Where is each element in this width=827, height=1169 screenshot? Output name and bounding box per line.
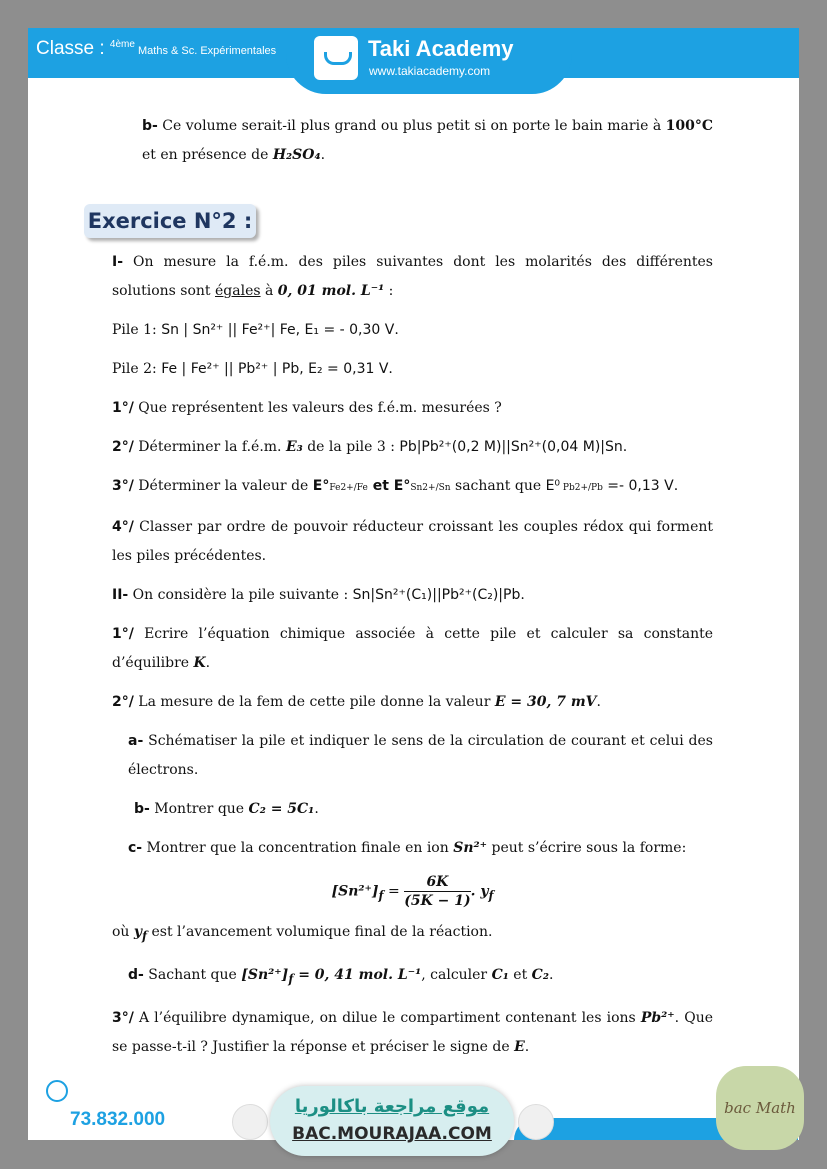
brand-name: Taki Academy <box>368 36 514 61</box>
brand-badge-right-icon <box>518 1104 554 1140</box>
part1-q3: 3°/ Déterminer la valeur de E°Fe2+/Fe et E°Sn2+/Sn sachant que E⁰ Pb2+/Pb =- 0,13 V. <box>112 478 679 494</box>
brand-logo <box>286 28 572 94</box>
part2-intro: II- On considère la pile suivante : Sn|Sn²⁺(C₁)||Pb²⁺(C₂)|Pb. <box>112 587 525 603</box>
part2-q2: 2°/ La mesure de la fem de cette pile donne la valeur E = 30, 7 mV. <box>112 694 601 710</box>
part2-q2-a: a- Schématiser la pile et indiquer le sens de la circulation de courant et celui des électrons. <box>128 733 713 778</box>
bac-mourajaa-banner[interactable] <box>270 1086 514 1156</box>
title-spacer <box>112 180 713 248</box>
part2-q3: 3°/ A l’équilibre dynamique, on dilue le compartiment contenant les ions Pb²⁺. Que se passe-t-il ? Justifier la réponse et préciser le signe de E. <box>112 1009 713 1055</box>
phone-number: 73.832.000 <box>70 1109 166 1130</box>
bac-url[interactable]: BAC.MOURAJAA.COM <box>292 1124 492 1144</box>
part2-q2-b: b- Montrer que C₂ = 5C₁. <box>134 801 319 817</box>
part2-q2-d: d- Sachant que $[Sn^{2+}]_f = 0$, 41 mol. L⁻¹, calculer C₁ et C₂. <box>128 967 554 986</box>
question-intro-b: b- Ce volume serait-il plus grand ou plus petit si on porte le bain marie à 100°C et en présence de H₂SO₄. <box>142 118 713 163</box>
document-body <box>112 112 713 1072</box>
part2-q1: 1°/ Ecrire l’équation chimique associée à cette pile et calculer sa constante d’équilibre K. <box>112 626 713 671</box>
part2-yf-definition: où $y_f$ est l’avancement volumique final de la réaction. <box>112 924 493 944</box>
part2-q2-c: c- Montrer que la concentration finale en ion Sn²⁺ peut s’écrire sous la forme: <box>128 840 687 856</box>
class-label: Classe : $^{4ème}$ Maths & Sc. Expérimentales <box>36 38 277 59</box>
concentration-formula: $[Sn^{2+}]_f$ = $\frac{6K}{(5K - 1)}$ . $y_f$ <box>331 874 494 909</box>
exercise-title: Exercice N°2 : <box>84 204 256 238</box>
part1-intro: I- On mesure la f.é.m. des piles suivantes dont les molarités des différentes solutions sont égales à 0, 01 mol. L⁻¹ : <box>112 254 713 299</box>
bac-arabic-title: موقع مراجعة باكالوريا <box>294 1096 490 1117</box>
brand-badge-left-icon <box>232 1104 268 1140</box>
page <box>28 28 799 1140</box>
fraction: $\frac{6K}{(5K - 1)}$ <box>404 874 471 909</box>
pile-1: Pile 1: Sn | Sn²⁺ || Fe²⁺| Fe, E₁ = - 0,30 V. <box>112 322 399 338</box>
phone-icon <box>46 1080 68 1102</box>
part1-q1: 1°/ Que représentent les valeurs des f.é.m. mesurées ? <box>112 400 502 416</box>
pile-2: Pile 2: Fe | Fe²⁺ || Pb²⁺ | Pb, E₂ = 0,31 V. <box>112 361 393 377</box>
part1-q2: 2°/ Déterminer la f.é.m. E₃ de la pile 3 : Pb|Pb²⁺(0,2 M)||Sn²⁺(0,04 M)|Sn. <box>112 439 628 455</box>
taki-logo-icon <box>314 36 358 80</box>
brand-url: www.takiacademy.com <box>369 64 491 78</box>
bac-math-logo: bac Math <box>716 1066 804 1150</box>
part1-q4: 4°/ Classer par ordre de pouvoir réducteur croissant les couples rédox qui forment les piles précédentes. <box>112 519 713 564</box>
